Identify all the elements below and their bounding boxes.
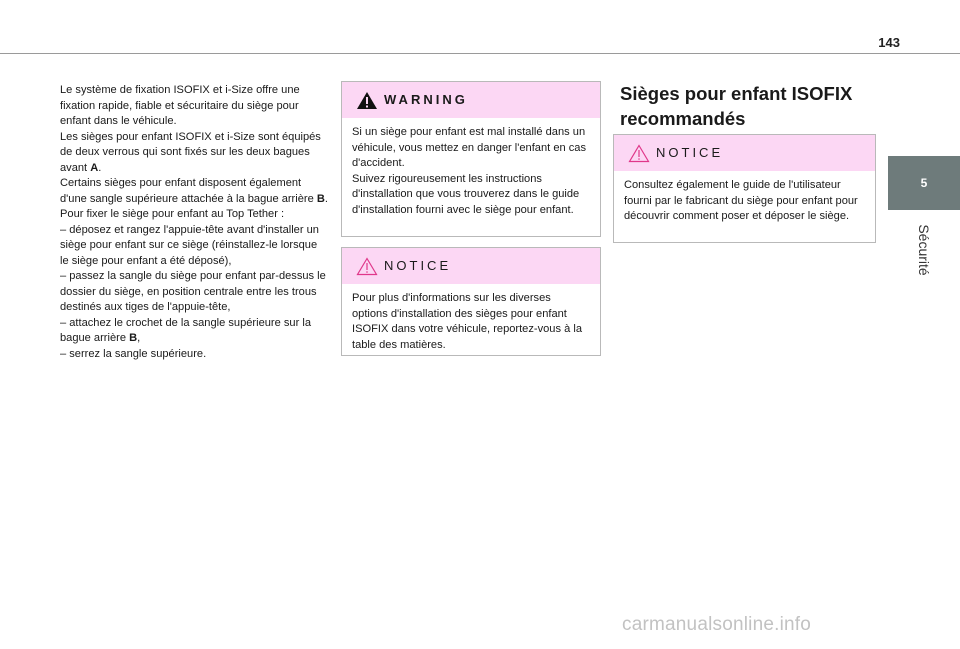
notice-body <box>342 284 600 362</box>
notice-box <box>613 134 876 243</box>
section-title: Sièges pour enfant ISOFIX recommandés <box>620 83 853 129</box>
warning-icon <box>356 91 378 110</box>
notice-text: Pour plus d'informations sur les diverses options d'installation des sièges pour enfant ISOFIX dans votre véhicule, reportez-vous à la table des matières. <box>352 292 582 351</box>
notice-title: NOTICE <box>384 258 452 273</box>
notice-text: Consultez également le guide de l'utilisateur fourni par le fabricant du siège pour enfant pour découvrir comment poser et déposer le siège. <box>624 179 858 222</box>
tether-step: – attachez le crochet de la sangle supérieure sur la bague arrière B, <box>60 316 311 344</box>
notice-header <box>614 135 875 171</box>
notice-icon <box>628 144 650 163</box>
notice-icon <box>356 257 378 276</box>
header-divider <box>0 53 960 54</box>
tether-step: – passez la sangle du siège pour enfant par-dessus le dossier du siège, en position centrale entre les trous destinés aux tiges de l'appuie-tête, <box>60 270 326 313</box>
tether-step: – déposez et rangez l'appuie-tête avant d'installer un siège pour enfant sur ce siège (réinstallez-le lorsque le siège pour enfant a été déposé), <box>60 223 319 267</box>
locks-paragraph: Les sièges pour enfant ISOFIX et i-Size sont équipés de deux verrous qui sont fixés sur les deux bagues avant A. <box>60 130 321 174</box>
page-number: 143 <box>878 35 900 50</box>
chapter-tab[interactable]: 5 <box>888 156 960 210</box>
warning-box <box>341 81 601 237</box>
tether-step: – serrez la sangle supérieure. <box>60 347 207 360</box>
chapter-label: Sécurité <box>916 224 932 276</box>
watermark: carmanualsonline.info <box>622 614 812 635</box>
notice-box <box>341 247 601 356</box>
tether-intro: Pour fixer le siège pour enfant au Top Tether : <box>60 208 285 220</box>
warning-title: WARNING <box>384 92 468 107</box>
warning-body <box>342 118 600 227</box>
warning-text: Si un siège pour enfant est mal installé dans un véhicule, vous mettez en danger l'enfant en cas d'accident. <box>352 126 586 169</box>
isofix-description <box>60 83 328 362</box>
notice-title: NOTICE <box>656 145 724 160</box>
notice-header <box>342 248 600 284</box>
intro-paragraph: Le système de fixation ISOFIX et i-Size offre une fixation rapide, fiable et sécuritaire du siège pour enfant dans le véhicule. <box>60 84 300 127</box>
notice-body <box>614 171 875 234</box>
warning-text: Suivez rigoureusement les instructions d'installation que vous trouverez dans le guide d'installation fourni avec le siège pour enfant. <box>352 172 580 216</box>
strap-paragraph: Certains sièges pour enfant disposent également d'une sangle supérieure attachée à la bague arrière B. <box>60 177 328 205</box>
warning-header <box>342 82 600 118</box>
